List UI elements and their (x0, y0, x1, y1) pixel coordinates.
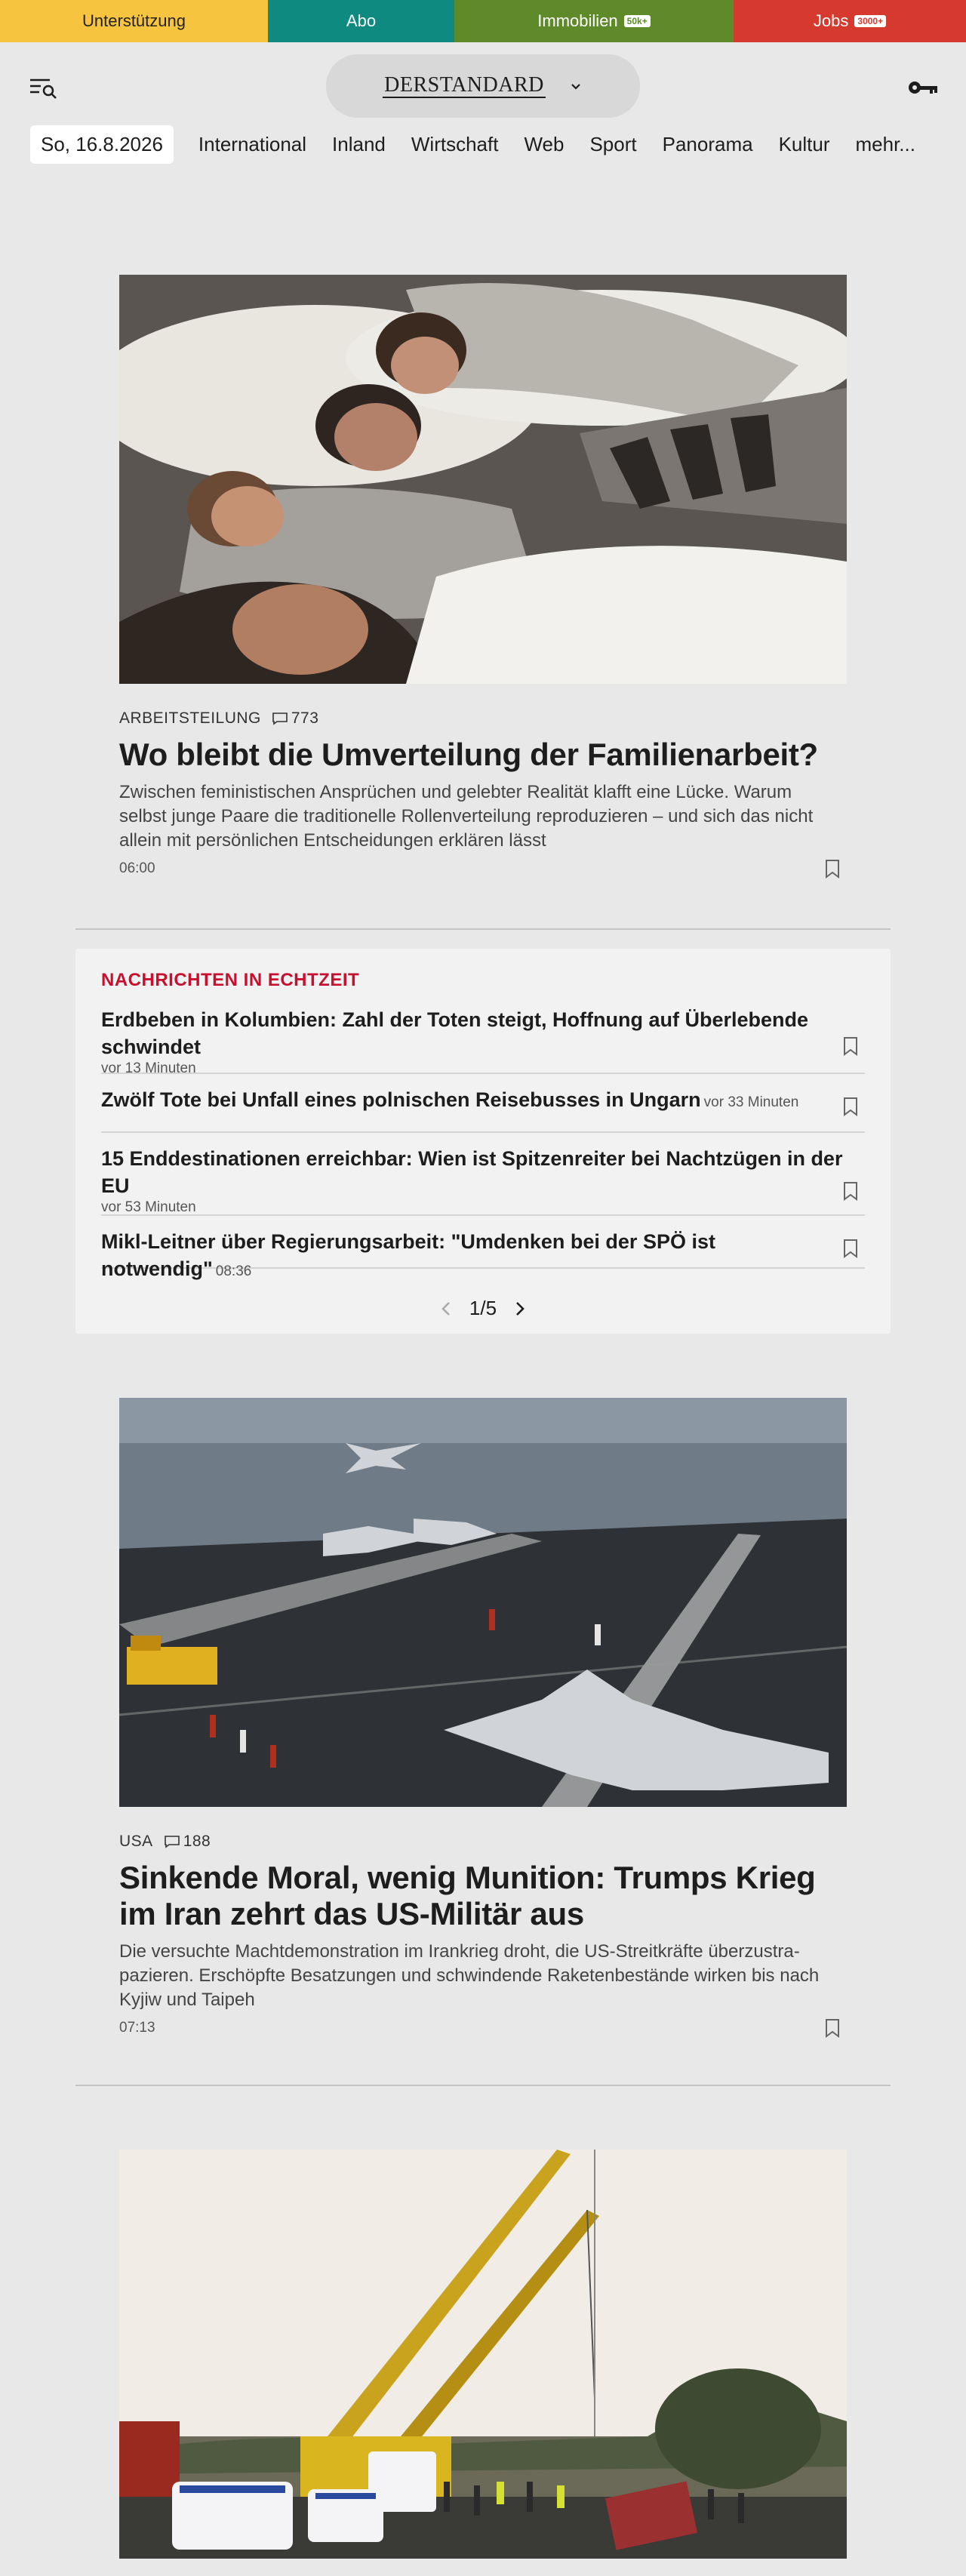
abo-label: Abo (346, 11, 377, 30)
nav-item-sport[interactable]: Sport (589, 133, 637, 155)
bookmark-icon[interactable] (842, 1181, 859, 1201)
top-promo-bar (0, 0, 966, 42)
comment-icon (272, 712, 288, 725)
live-news-pager (75, 1297, 891, 1320)
immobilien-label: Immobilien (537, 11, 618, 30)
live-news-item[interactable] (101, 1006, 865, 1074)
live-news-item[interactable] (101, 1133, 865, 1216)
nav-item-inland[interactable]: Inland (332, 133, 386, 155)
key-icon (907, 77, 939, 98)
login-button[interactable] (907, 77, 939, 98)
article-kicker: USA (119, 1833, 153, 1850)
abo-link[interactable] (268, 0, 454, 42)
carrier-photo-illustration (119, 1398, 847, 1807)
live-news-box (75, 949, 891, 1334)
support-link[interactable] (0, 0, 268, 42)
live-news-heading: NACHRICHTEN IN ECHTZEIT (101, 970, 360, 990)
bookmark-icon[interactable] (824, 2018, 841, 2038)
nav-item-kultur[interactable]: Kultur (778, 133, 830, 155)
bookmark-icon[interactable] (842, 1239, 859, 1258)
bookmark-icon[interactable] (842, 1036, 859, 1056)
brand-switcher[interactable] (326, 54, 640, 118)
article-teaser[interactable] (119, 2150, 847, 2559)
menu-search-button[interactable] (29, 72, 59, 103)
article-teaser[interactable] (119, 275, 847, 879)
article-image-carrier[interactable] (119, 1398, 847, 1807)
article-image-family[interactable] (119, 275, 847, 684)
menu-search-icon (29, 72, 59, 103)
nav-item-more[interactable]: mehr... (855, 133, 915, 155)
comment-icon (164, 1835, 180, 1848)
section-nav (0, 125, 966, 164)
crane-photo-illustration (119, 2150, 847, 2559)
nav-item-wirtschaft[interactable]: Wirtschaft (411, 133, 499, 155)
article-lead: Zwischen feministischen Ansprüchen und gelebter Realität klafft eine Lücke. Warum selbst junge Paare die traditionelle Rollenverteilung reproduzieren – und sich das nicht allein mit persönlichen Entscheidungen erklären lässt (119, 782, 814, 851)
immobilien-count-badge: 50k+ (624, 15, 651, 27)
jobs-link[interactable] (734, 0, 966, 42)
live-news-title-text[interactable]: Mikl-Leitner über Regierungsarbeit: "Umdenken bei der SPÖ ist notwendig" (101, 1230, 715, 1280)
article-lead: Die versuchte Machtdemonstration im Irankrieg droht, die US-Streitkräfte überzustrapazieren. Erschöpfte Besatzungen und schwindende Raketenbestände wirken bis nach Kyjiw und Taipeh (119, 1941, 820, 2010)
article-time: 07:13 (119, 2020, 155, 2036)
live-news-time: vor 33 Minuten (703, 1094, 799, 1110)
pager-position: 1/5 (469, 1297, 497, 1319)
live-news-title[interactable] (101, 1086, 865, 1116)
live-news-title[interactable] (101, 1228, 865, 1285)
live-news-title[interactable]: Erdbeben in Kolumbien: Zahl der Toten steigt, Hoffnung auf Überlebende schwindet (101, 1008, 809, 1058)
immobilien-link[interactable] (454, 0, 734, 42)
comment-count: 773 (291, 709, 319, 727)
comments-link[interactable] (272, 709, 319, 728)
bookmark-icon[interactable] (824, 859, 841, 879)
jobs-count-badge: 3000+ (854, 15, 886, 27)
comments-link[interactable] (164, 1833, 211, 1851)
nav-item-web[interactable]: Web (524, 133, 565, 155)
nav-item-panorama[interactable]: Panorama (662, 133, 753, 155)
live-news-item[interactable] (101, 1074, 865, 1133)
chevron-right-icon[interactable] (513, 1300, 527, 1318)
live-news-title-text[interactable]: Zwölf Tote bei Unfall eines polnischen Reisebusses in Ungarn (101, 1088, 701, 1111)
nav-item-international[interactable]: International (198, 133, 307, 155)
site-header (0, 42, 966, 125)
jobs-label: Jobs (813, 11, 849, 30)
section-divider (75, 928, 891, 930)
article-time: 06:00 (119, 860, 155, 876)
live-news-item[interactable] (101, 1216, 865, 1280)
article-title[interactable]: Wo bleibt die Umverteilung der Familienarbeit? (119, 737, 818, 772)
live-news-time: vor 13 Minuten (101, 1060, 196, 1076)
article-kicker: ARBEITSTEILUNG (119, 709, 261, 727)
chevron-left-icon[interactable] (439, 1300, 453, 1318)
current-date: So, 16.8.2026 (30, 125, 174, 164)
article-image-bus-accident[interactable] (119, 2150, 847, 2559)
live-news-time: 08:36 (215, 1263, 252, 1279)
section-divider (75, 2085, 891, 2086)
live-news-title[interactable]: 15 Enddestinationen erreichbar: Wien ist Spitzenreiter bei Nachtzügen in der EU (101, 1147, 843, 1197)
bookmark-icon[interactable] (842, 1097, 859, 1116)
article-title[interactable]: Sinkende Moral, wenig Munition: Trumps Krieg im Iran zehrt das US-Militär aus (119, 1860, 816, 1931)
family-photo-illustration (119, 275, 847, 684)
support-label: Unterstützung (82, 11, 186, 30)
site-logo: DERSTANDARD (384, 73, 544, 97)
chevron-down-icon (568, 78, 583, 94)
live-news-time: vor 53 Minuten (101, 1199, 196, 1215)
article-teaser[interactable] (119, 1398, 847, 2038)
comment-count: 188 (183, 1833, 211, 1850)
